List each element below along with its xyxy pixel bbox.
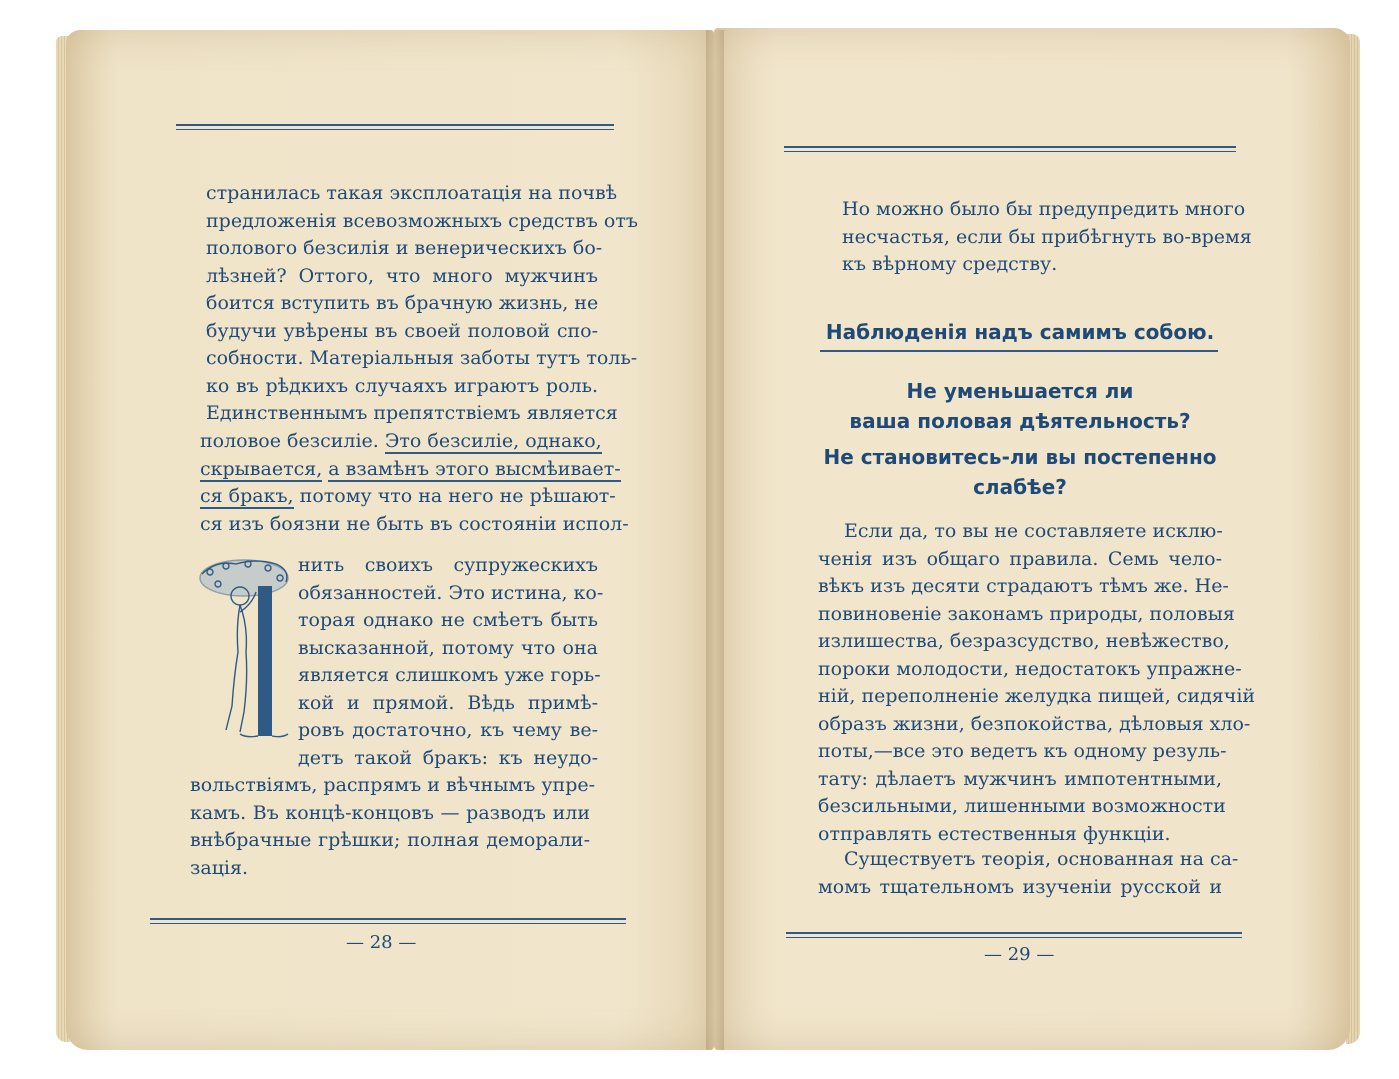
text-line: Единственнымъ препятствіемъ является [206,402,618,424]
text-line: Но можно было бы предупредить много [842,198,1246,220]
text-line: будучи увѣрены въ своей половой спо- [206,319,598,342]
text-line: боится вступить въ брачную жизнь, не [206,292,599,314]
text-line: пороки молодости, недостатокъ упражне- [818,657,1242,680]
top-rule-left [176,124,614,130]
text-line: къ вѣрному средству. [842,253,1058,275]
text-line [200,456,621,484]
section-title-text: Наблюденія надъ самимъ собою. [825,320,1215,344]
underlined-text: ся бракъ, [200,485,294,507]
text-span: половое безсиліе. [200,430,379,452]
left-text-top [206,180,638,428]
text-line: Существуетъ теорія, основанная на са- [844,848,1239,870]
question-line: Не становитесь-ли вы постепенно [823,445,1217,469]
top-rule-right [784,146,1236,152]
text-line: торая однако не смѣетъ быть [298,609,598,631]
text-line: ся изъ боязни не быть въ состояніи испол- [200,512,629,535]
left-text-underlined [200,428,629,538]
text-line: является слишкомъ уже горь- [298,664,601,686]
text-line: полового безсилія и венерическихъ бо- [206,237,603,259]
text-line: высказанной, потому что она [298,636,598,659]
text-line [200,428,602,456]
text-line: вольствіямъ, распрямъ и вѣчнымъ упре- [190,774,596,796]
text-line: лѣзней? Оттого, что много мужчинъ [206,264,598,287]
right-intro [842,196,1252,279]
text-line: внѣбрачные грѣшки; полная деморали- [190,829,590,851]
text-line: момъ тщательномъ изученіи русской и [818,875,1222,898]
text-line: предложенія всевозможныхъ средствъ отъ [206,209,638,232]
text-line: тату: дѣлаетъ мужчинъ импотентными, [818,767,1222,790]
left-text-bottom [190,772,596,882]
text-line: ній, переполненіе желудка пищей, сидячій [818,685,1256,707]
page-number-right: — 29 — [984,944,1055,965]
book-gutter [706,30,724,1050]
question-line: слабѣе? [973,475,1067,499]
bottom-rule-right [786,932,1242,938]
underlined-text: скрывается, [200,457,323,480]
question-line: ваша половая дѣятельность? [849,409,1191,433]
text-line [200,483,616,511]
text-line: ченія изъ общаго правила. Семь чело- [818,547,1222,570]
text-line: собности. Матеріальныя заботы тутъ толь- [206,347,638,369]
text-line: образъ жизни, безпокойства, дѣловыя хло- [818,712,1251,735]
text-line: повиновеніе законамъ природы, половыя [818,602,1235,625]
text-line: несчастья, если бы прибѣгнуть во-время [842,225,1252,248]
figure-under-tree-icon [196,556,292,740]
text-line: отправлять естественныя функціи. [818,822,1171,845]
question-2 [820,442,1220,502]
text-line: безсильными, лишенными возможности [818,795,1226,817]
text-line: странилась такая эксплоатація на почвѣ [206,182,618,204]
page-number-left: — 28 — [346,932,417,953]
right-closing [818,846,1239,901]
text-line: вѣкъ изъ десяти страдаютъ тѣмъ же. Не- [818,575,1229,597]
text-span: потому что на него не рѣшают- [299,485,616,507]
question-1 [820,376,1220,436]
underlined-text: Это безсиліе, однако, [384,430,602,452]
text-line: зація. [190,856,249,879]
text-line: излишества, безразсудство, невѣжество, [818,630,1230,652]
text-line: камъ. Въ концѣ-концовъ — разводъ или [190,801,590,824]
left-text-wrap [298,552,604,772]
underlined-text: а взамѣнъ этого высмѣивает- [328,457,621,480]
text-line: поты,—все это ведетъ къ одному резуль- [818,740,1227,762]
text-line: ровъ достаточно, къ чему ве- [298,719,598,741]
text-line: ко въ рѣдкихъ случаяхъ играютъ роль. [206,374,598,397]
text-line: обязанностей. Это истина, ко- [298,581,604,604]
text-line: нить своихъ супружескихъ [298,554,598,576]
bottom-rule-left [150,918,626,924]
text-line: Если да, то вы не составляете исклю- [844,520,1223,542]
text-line: кой и прямой. Вѣдь примѣ- [298,691,598,714]
section-title [818,320,1222,344]
text-line: детъ такой бракъ: къ неудо- [298,746,598,769]
section-title-underline [820,350,1218,352]
right-body [818,518,1256,848]
question-line: Не уменьшается ли [906,379,1134,403]
